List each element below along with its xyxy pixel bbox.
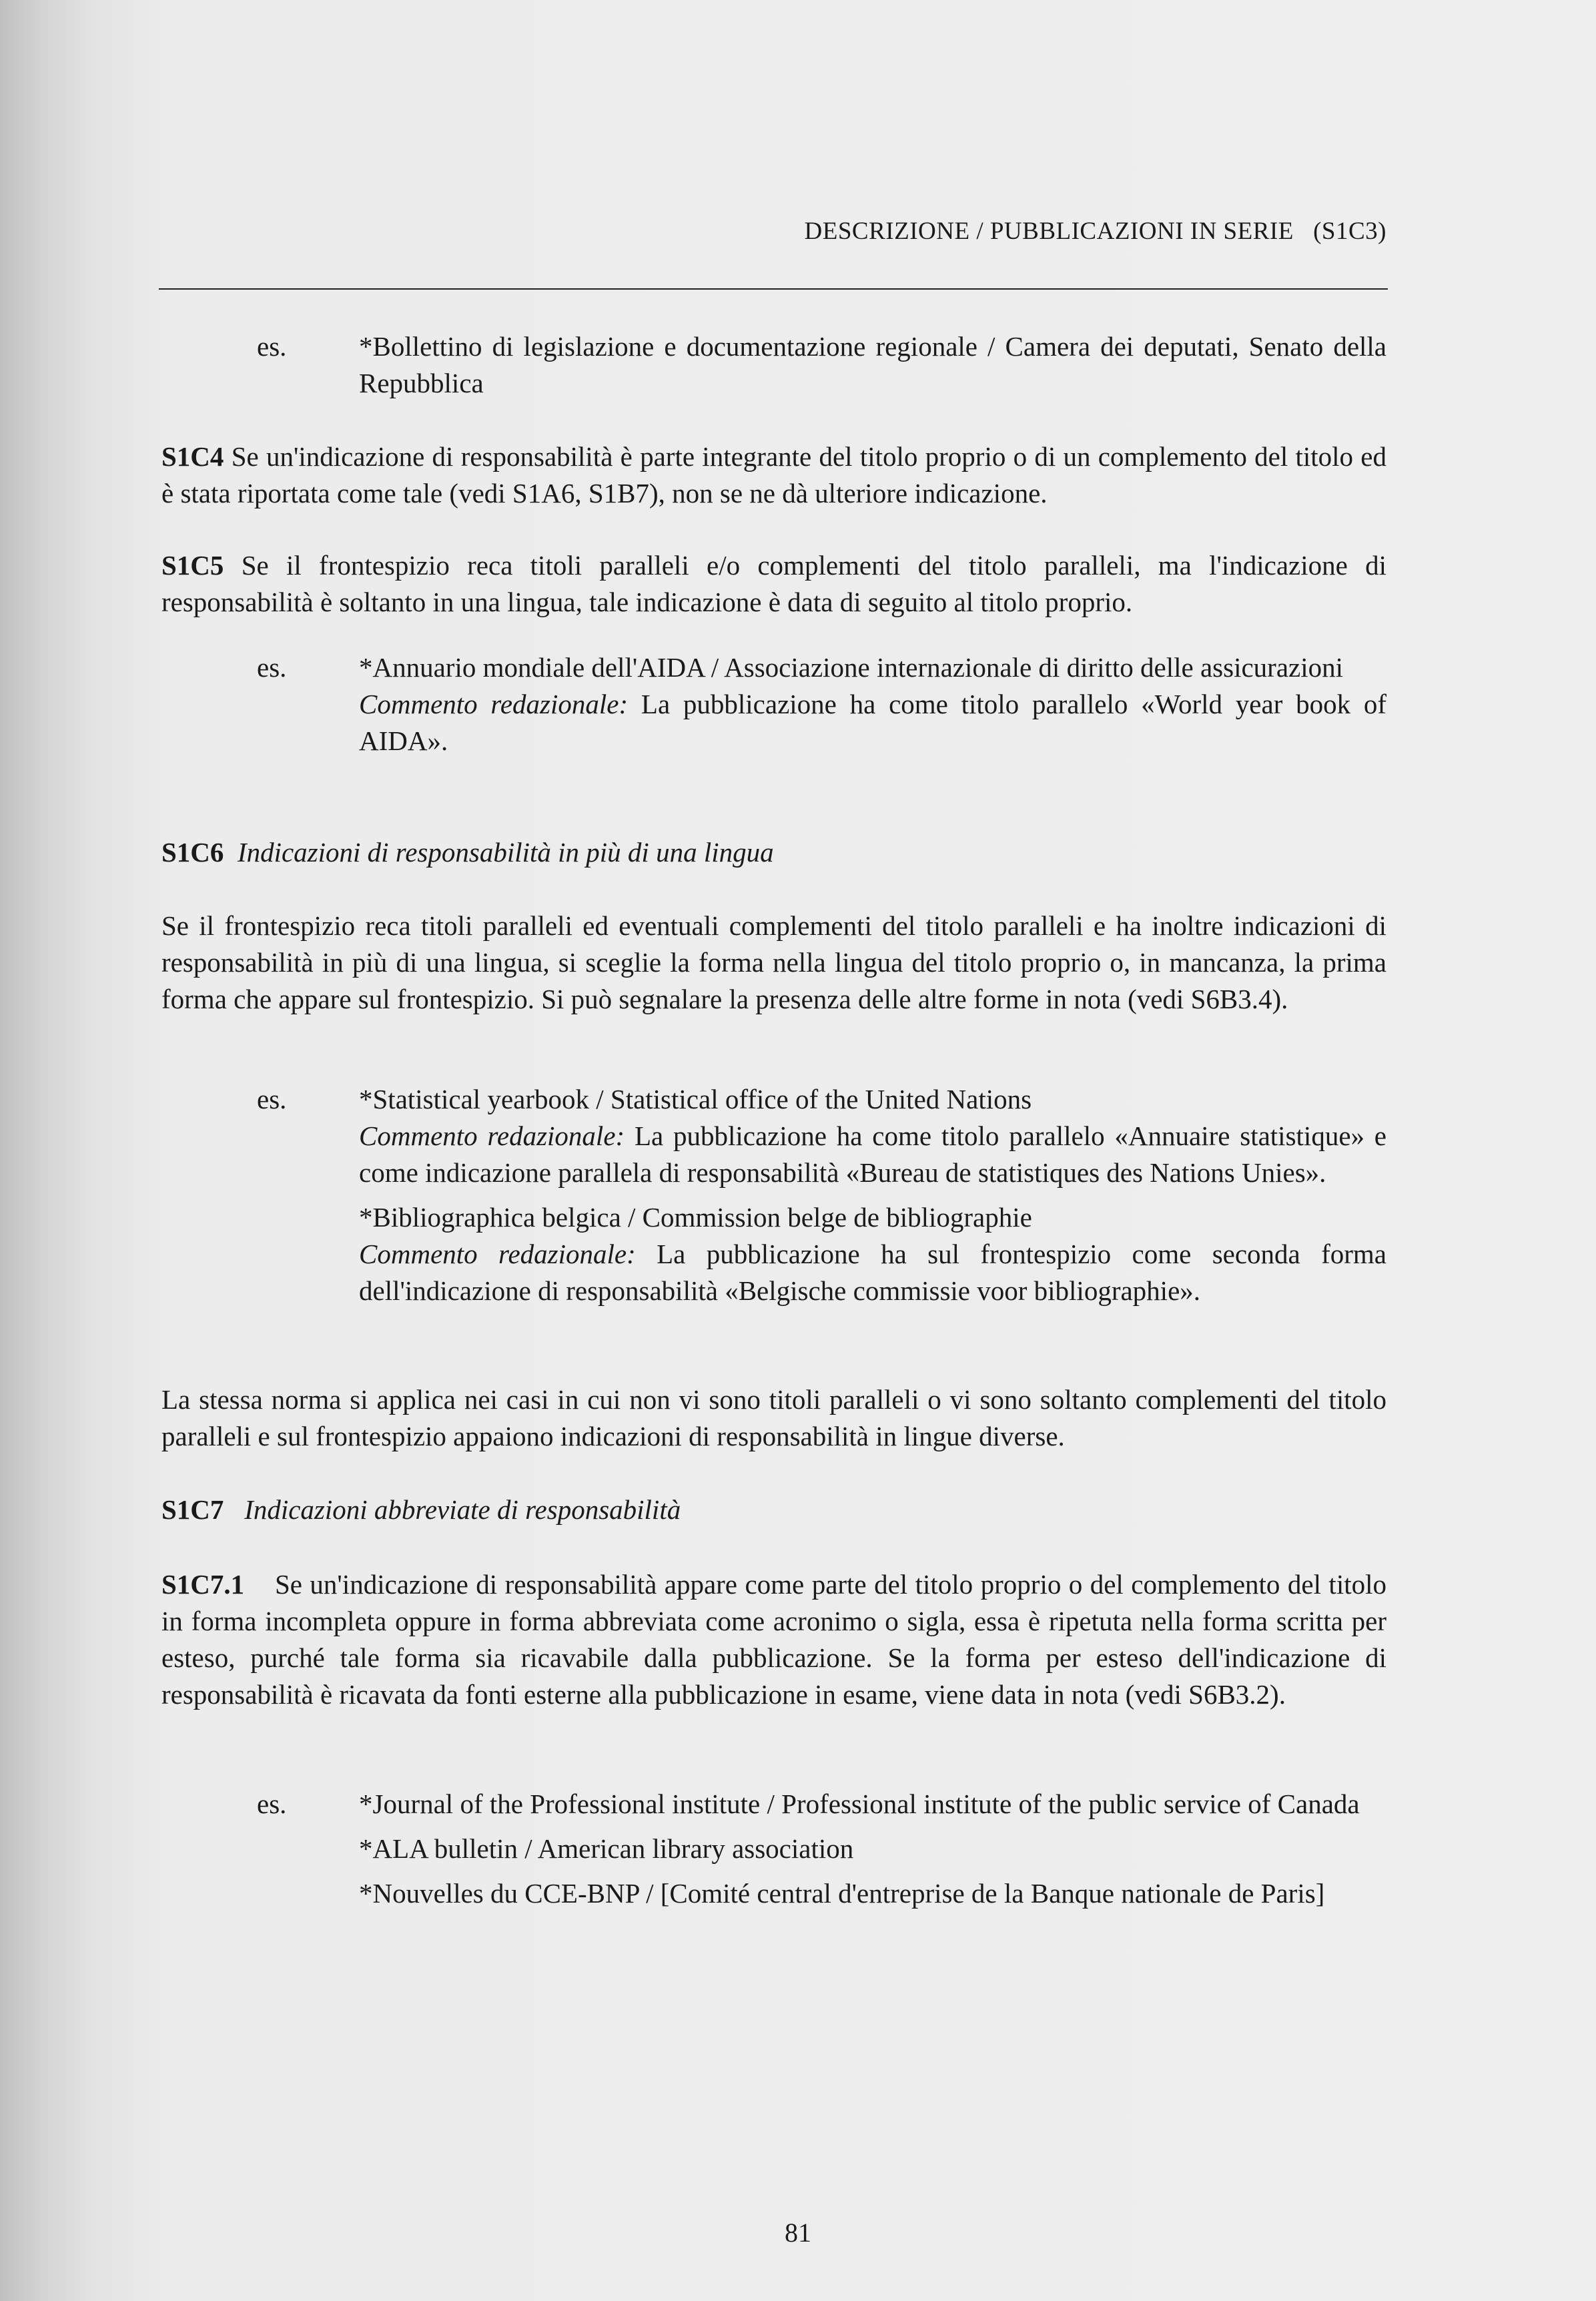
example-block — [161, 328, 1386, 402]
running-header — [161, 217, 1386, 246]
comment-label: Commento redazionale: — [359, 1120, 625, 1151]
section-title: Indicazioni abbreviate di responsabilità — [244, 1494, 681, 1525]
example-text: *Bollettino di legislazione e documentazione regionale / Camera dei deputati, Senato della Repubblica — [359, 331, 1386, 398]
section-code: S1C7 — [161, 1494, 224, 1525]
section-s1c6-body — [161, 908, 1386, 1018]
section-s1c7-1 — [161, 1566, 1386, 1713]
section-code: S1C4 — [161, 441, 224, 472]
example-label: es. — [257, 652, 287, 683]
example-text: *Nouvelles du CCE-BNP / [Comité central d'entreprise de la Banque nationale de Paris] — [359, 1878, 1325, 1909]
section-code: S1C7.1 — [161, 1569, 245, 1600]
section-code: S1C5 — [161, 550, 224, 581]
example-text: *Journal of the Professional institute / Professional institute of the public service of Canada — [359, 1788, 1360, 1819]
example-text: *Statistical yearbook / Statistical office of the United Nations — [359, 1084, 1032, 1114]
section-text: Se un'indicazione di responsabilità è parte integrante del titolo proprio o di un complemento del titolo ed è stata riportata come tale (vedi S1A6, S1B7), non se ne dà ulteriore indicazione. — [161, 441, 1387, 509]
example-label: es. — [257, 1788, 287, 1819]
header-rule — [159, 288, 1388, 290]
comment-text: La pubblicazione ha come titolo parallelo «Annuaire statistique» e come indicazione parallela di responsabilità «Bureau de statistiques des Nations Unies». — [359, 1120, 1387, 1188]
example-block — [161, 1081, 1386, 1309]
section-text: La stessa norma si applica nei casi in cui non vi sono titoli paralleli o vi sono soltanto complementi del titolo paralleli e sul frontespizio appaiono indicazioni di responsabilità in lingue diverse. — [161, 1384, 1386, 1451]
example-block — [161, 1786, 1386, 1912]
section-s1c6-closing — [161, 1381, 1386, 1455]
example-block — [161, 649, 1386, 759]
example-label: es. — [257, 331, 287, 362]
section-s1c5 — [161, 547, 1386, 621]
example-text: *Annuario mondiale dell'AIDA / Associazione internazionale di diritto delle assicurazioni — [359, 652, 1343, 683]
example-text: *ALA bulletin / American library association — [359, 1833, 854, 1864]
section-code: S1C6 — [161, 837, 224, 868]
section-ref: (S1C3) — [1313, 218, 1386, 245]
section-s1c6 — [161, 834, 1386, 871]
example-text: *Bibliographica belgica / Commission belge de bibliographie — [359, 1202, 1032, 1233]
section-text: Se il frontespizio reca titoli paralleli e/o complementi del titolo paralleli, ma l'indicazione di responsabilità è soltanto in una lingua, tale indicazione è data di seguito al titolo proprio. — [161, 550, 1387, 617]
section-text: Se il frontespizio reca titoli paralleli ed eventuali complementi del titolo paralleli e ha inoltre indicazioni di responsabilità in più di una lingua, si sceglie la forma nella lingua del titolo proprio o, in mancanza, la prima forma che appare sul frontespizio. Si può segnalare la presenza delle altre forme in nota (vedi S6B3.4). — [161, 910, 1386, 1014]
comment-text: La pubblicazione ha sul frontespizio come seconda forma dell'indicazione di responsabilità «Belgische commissie voor bibliographie». — [359, 1239, 1387, 1306]
running-title: DESCRIZIONE / PUBBLICAZIONI IN SERIE — [804, 218, 1294, 245]
section-text: Se un'indicazione di responsabilità appare come parte del titolo proprio o del complemento del titolo in forma incompleta oppure in forma abbreviata come acronimo o sigla, essa è ripetuta nella forma scritta per esteso, purché tale forma sia ricavabile dalla pubblicazione. Se la forma per esteso dell'indicazione di responsabilità è ricavata da fonti esterne alla pubblicazione in esame, viene data in nota (vedi S6B3.2). — [161, 1569, 1386, 1710]
section-title: Indicazioni di responsabilità in più di una lingua — [237, 837, 774, 868]
example-label: es. — [257, 1084, 287, 1114]
page-number: 81 — [785, 2218, 811, 2248]
section-s1c7 — [161, 1492, 1386, 1528]
comment-label: Commento redazionale: — [359, 1239, 636, 1269]
section-s1c4 — [161, 438, 1386, 512]
comment-label: Commento redazionale: — [359, 689, 629, 719]
comment-text: La pubblicazione ha come titolo parallelo «World year book of AIDA». — [359, 689, 1387, 756]
